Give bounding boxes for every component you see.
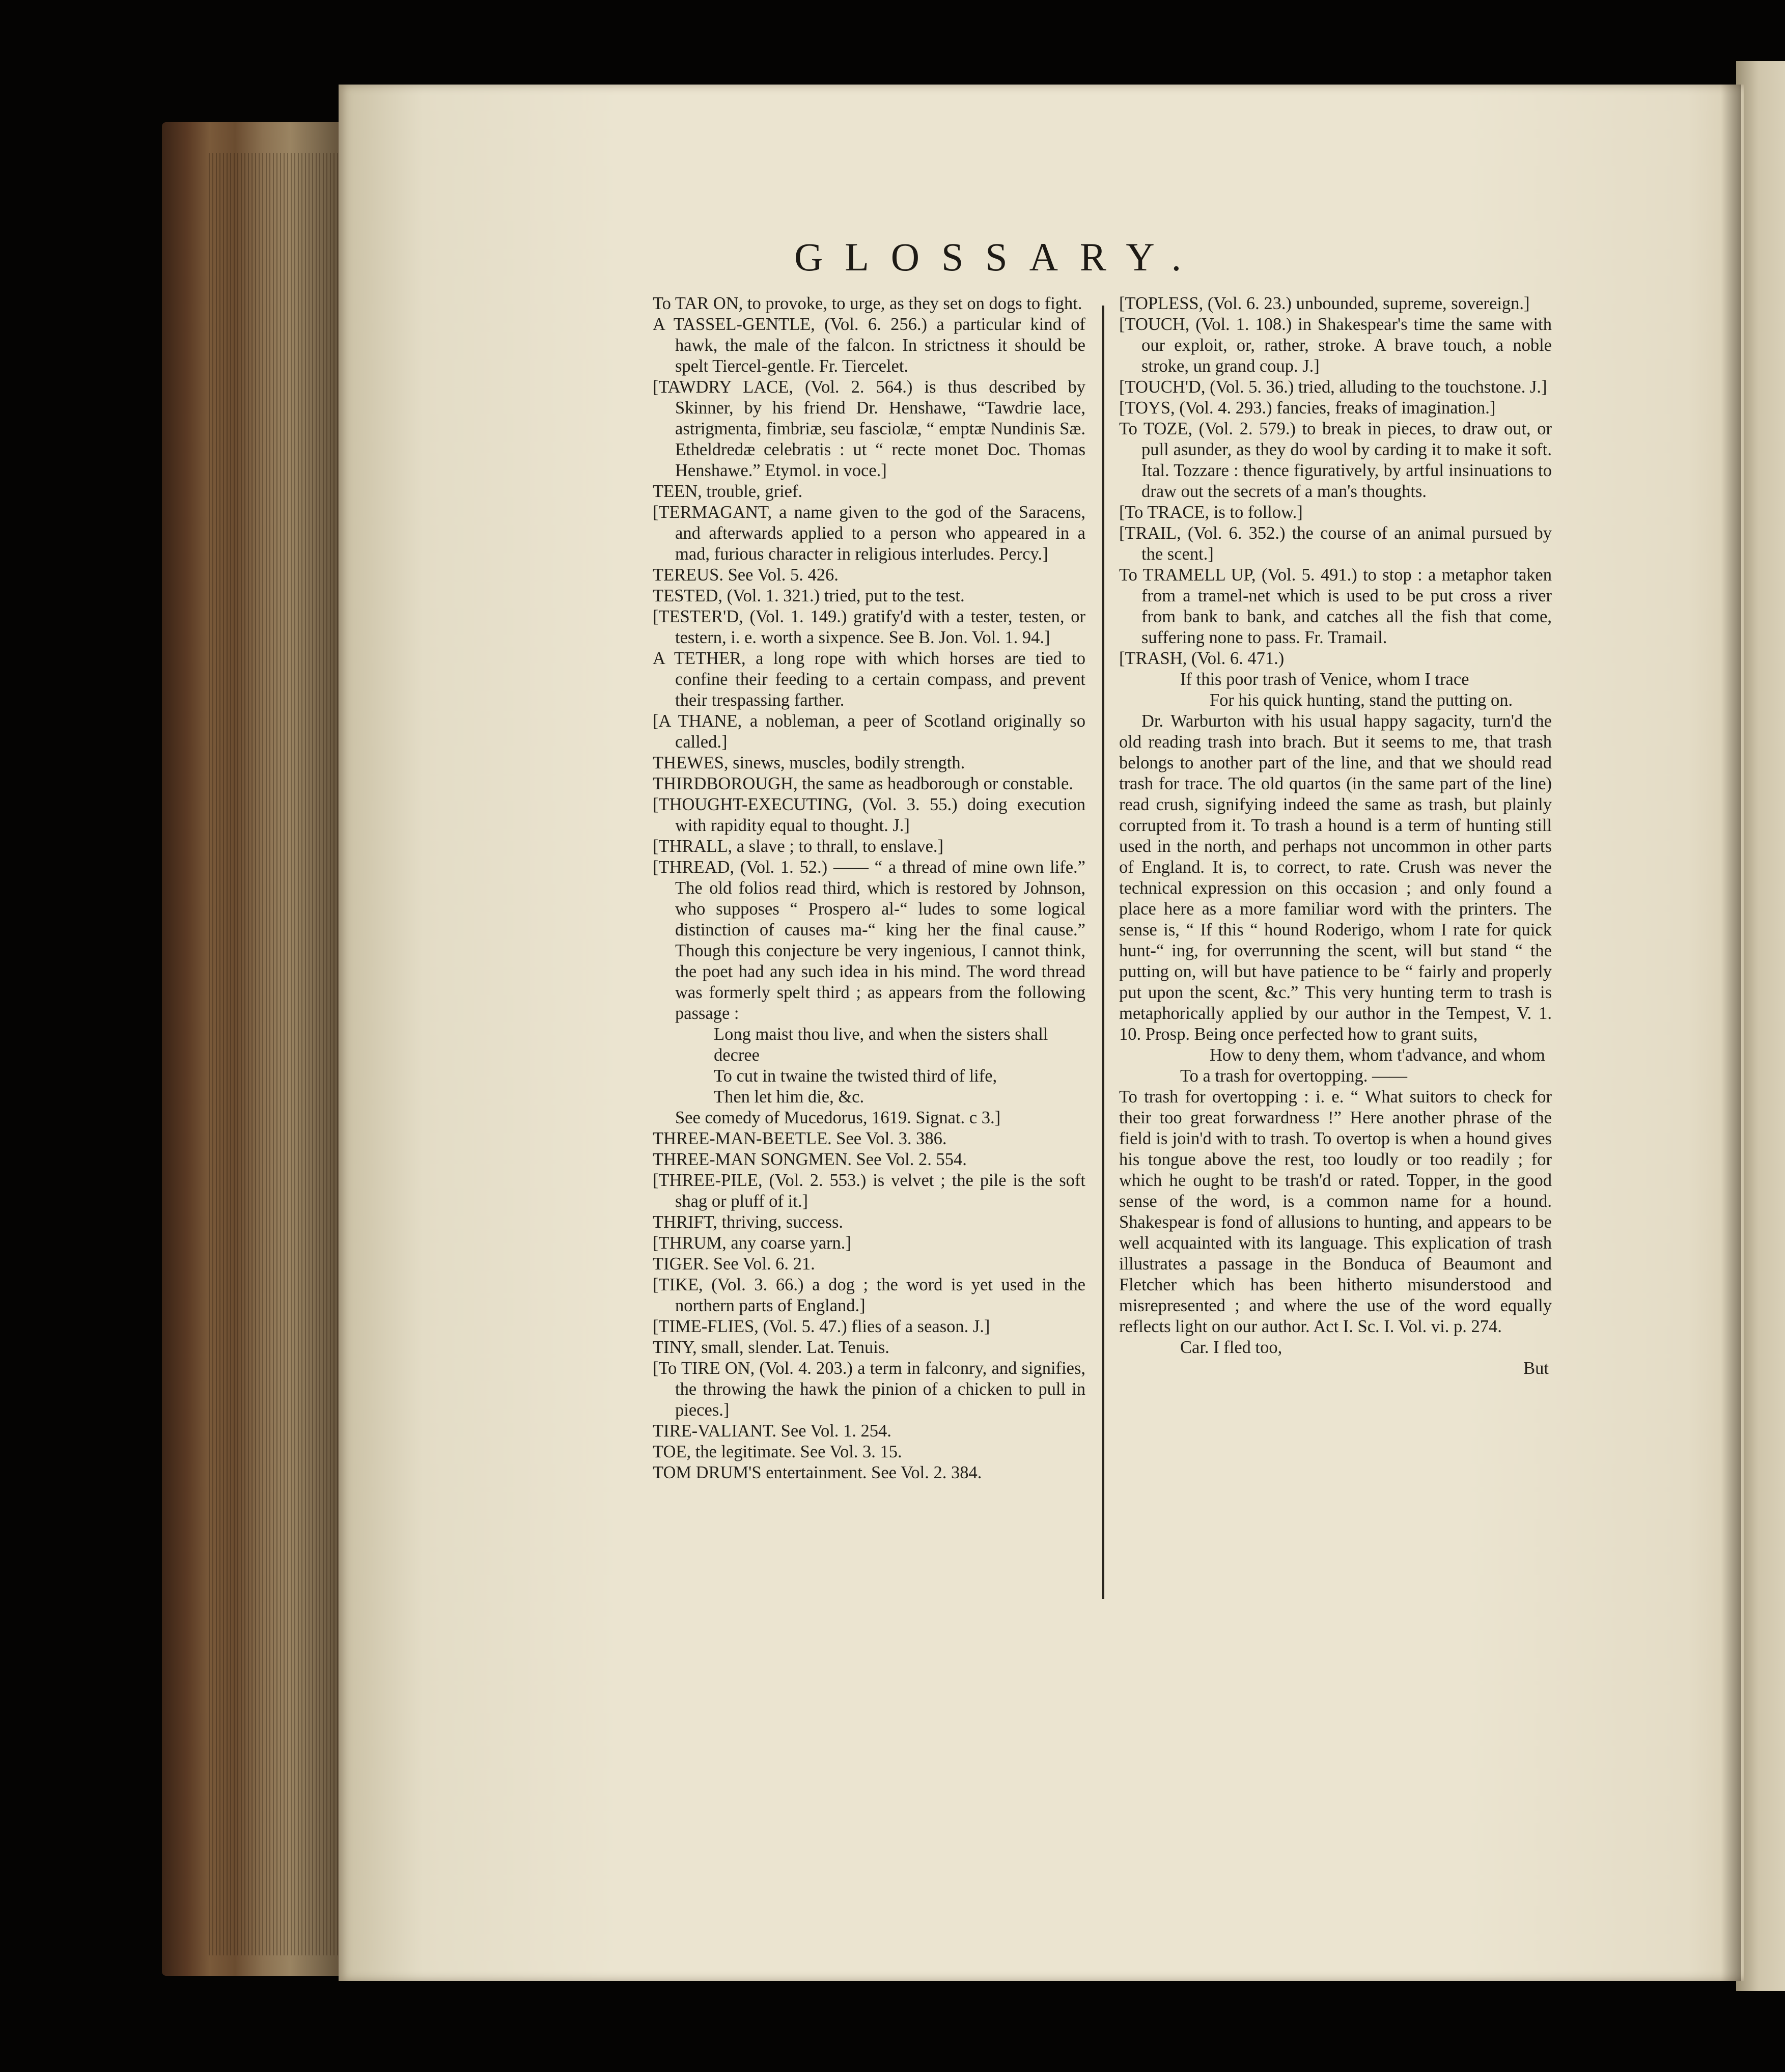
left-column [653,293,1085,1483]
glossary-entry: Then let him die, &c. [714,1087,864,1107]
glossary-entry: [A THANE, a nobleman, a peer of Scotland originally so called.] [653,711,1085,752]
glossary-entry: [THREE-PILE, (Vol. 2. 553.) is velvet ; the pile is the soft shag or pluff of it.] [653,1171,1085,1211]
glossary-entry: [TAWDRY LACE, (Vol. 2. 564.) is thus described by Skinner, by his friend Dr. Henshawe, “Tawdrie lace, astrigmenta, fimbriæ, seu fasciolæ, “ emptæ Nundinis Sæ. Etheldredæ celebratis : ut “ recte monet Doc. Thomas Henshawe.” Etymol. in voce.] [653,377,1085,480]
glossary-entry: [To TRACE, is to follow.] [1119,503,1303,522]
page-edge-texture [209,153,341,1955]
glossary-entry: TOE, the legitimate. See Vol. 3. 15. [653,1442,902,1461]
page-heading: GLOSSARY. [794,235,1203,279]
glossary-entry: TIGER. See Vol. 6. 21. [653,1254,815,1274]
glossary-entry: [TOYS, (Vol. 4. 293.) fancies, freaks of imagination.] [1119,398,1496,418]
glossary-entry: A TASSEL-GENTLE, (Vol. 6. 256.) a particular kind of hawk, the male of the falcon. In strictness it should be spelt Tiercel-gentle. Fr. Tiercelet. [653,315,1085,376]
glossary-entry: To TAR ON, to provoke, to urge, as they set on dogs to fight. [653,294,1082,313]
glossary-entry: [THRUM, any coarse yarn.] [653,1233,851,1253]
glossary-entry: See comedy of Mucedorus, 1619. Signat. c 3.] [675,1108,1001,1127]
glossary-entry: Dr. Warburton with his usual happy sagacity, turn'd the old reading trash into brach. But it seems to me, that trash belongs to another part of the line, and that we should read trash for trace. The old quartos (in the same part of the line) read crush, signifying indeed the same as trash, but plainly corrupted from it. To trash a hound is a term of hunting still used in the north, and perhaps not uncommon in other parts of England. It is, to correct, to rate. Crush was never the technical expression on this occasion ; and only found a place here as a more familiar word with the printers. The sense is, “ If this “ hound Roderigo, whom I rate for quick hunt-“ ing, for overrunning the scent, will but stand “ the putting on, will but have patience to be “ fairly and properly put upon the scent, &c.” This very hunting term to trash is metaphorically applied by our author in the Tempest, V. 1. 10. Prosp. Being once perfected how to grant suits, [1119,711,1552,1044]
glossary-entry: [TIKE, (Vol. 3. 66.) a dog ; the word is yet used in the northern parts of England.] [653,1275,1085,1315]
glossary-entry: To cut in twaine the twisted third of life, [714,1066,997,1086]
glossary-entry: TEREUS. See Vol. 5. 426. [653,565,839,585]
glossary-entry: Long maist thou live, and when the sisters shall decree [714,1025,1048,1065]
glossary-entry: THREE-MAN SONGMEN. See Vol. 2. 554. [653,1150,967,1169]
glossary-entry: TINY, small, slender. Lat. Tenuis. [653,1338,889,1357]
glossary-entry: TESTED, (Vol. 1. 321.) tried, put to the test. [653,586,965,605]
glossary-entry: To TOZE, (Vol. 2. 579.) to break in pieces, to draw out, or pull asunder, as they do wool by carding it to make it soft. Ital. Tozzare : thence figuratively, by artful insinuations to draw out the secrets of a man's thoughts. [1119,419,1552,501]
glossary-entry: To a trash for overtopping. —— [1180,1066,1407,1086]
glossary-entry: But [1523,1359,1549,1378]
glossary-entry: [TOUCH'D, (Vol. 5. 36.) tried, alluding to the touchstone. J.] [1119,377,1547,397]
glossary-entry: A TETHER, a long rope with which horses are tied to confine their feeding to a certain compass, and prevent their trespassing farther. [653,649,1085,710]
glossary-entry: [TRAIL, (Vol. 6. 352.) the course of an animal pursued by the scent.] [1119,523,1552,564]
glossary-entry: For his quick hunting, stand the putting on. [1210,690,1513,710]
right-column [1119,293,1552,1379]
glossary-entry: THEWES, sinews, muscles, bodily strength. [653,753,965,772]
gutter-shadow [1721,85,1741,1981]
glossary-entry: [TRASH, (Vol. 6. 471.) [1119,649,1285,668]
glossary-entry: [To TIRE ON, (Vol. 4. 203.) a term in falconry, and signifies, the throwing the hawk the pinion of a chicken to pull in pieces.] [653,1359,1085,1420]
glossary-entry: To trash for overtopping : i. e. “ What suitors to check for their too great forwardness !” Here another phrase of the field is join'd with to trash. To overtop is when a hound gives his tongue above the rest, too loudly or too readily ; for which he ought to be trash'd or rated. Topper, in the good sense of the word, is a common name for a hound. Shakespear is fond of allusions to hunting, and appears to be well acquainted with its language. This explication of trash illustrates a passage in the Bonduca of Beaumont and Fletcher which has been hitherto misunderstood and misrepresented ; and where the use of the word equally reflects light on our author. Act I. Sc. I. Vol. vi. p. 274. [1119,1087,1552,1336]
glossary-entry: [TIME-FLIES, (Vol. 5. 47.) flies of a season. J.] [653,1317,990,1336]
glossary-entry: To TRAMELL UP, (Vol. 5. 491.) to stop : a metaphor taken from a tramel-net which is used to be put cross a river from bank to bank, and catches all the fish that come, suffering none to pass. Fr. Tramail. [1119,565,1552,647]
glossary-entry: [TESTER'D, (Vol. 1. 149.) gratify'd with a tester, testen, or testern, i. e. worth a sixpence. See B. Jon. Vol. 1. 94.] [653,607,1085,647]
column-rule [1102,306,1104,1599]
glossary-entry: THIRDBOROUGH, the same as headborough or constable. [653,774,1073,793]
glossary-entry: THRIFT, thriving, success. [653,1212,844,1232]
glossary-entry: THREE-MAN-BEETLE. See Vol. 3. 386. [653,1129,947,1148]
glossary-entry: TIRE-VALIANT. See Vol. 1. 254. [653,1421,891,1441]
glossary-entry: [TOUCH, (Vol. 1. 108.) in Shakespear's time the same with our exploit, or, rather, stroke. A brave touch, a noble stroke, un grand coup. J.] [1119,315,1552,376]
glossary-entry: [TOPLESS, (Vol. 6. 23.) unbounded, supreme, sovereign.] [1119,294,1530,313]
glossary-entry: How to deny them, whom t'advance, and whom [1210,1045,1545,1065]
glossary-entry: TOM DRUM'S entertainment. See Vol. 2. 384. [653,1463,982,1482]
glossary-entry: Car. I fled too, [1180,1338,1282,1357]
glossary-entry: TEEN, trouble, grief. [653,482,803,501]
glossary-entry: If this poor trash of Venice, whom I trace [1180,670,1469,689]
glossary-entry: [THOUGHT-EXECUTING, (Vol. 3. 55.) doing execution with rapidity equal to thought. J.] [653,795,1085,835]
glossary-entry: [TERMAGANT, a name given to the god of the Saracens, and afterwards applied to a person who appeared in a mad, furious character in religious interludes. Percy.] [653,503,1085,564]
glossary-entry: [THREAD, (Vol. 1. 52.) —— “ a thread of mine own life.” The old folios read third, which is restored by Johnson, who supposes “ Prospero al-“ ludes to some logical distinction of causes ma-“ king her the final cause.” Though this conjecture be very ingenious, I cannot think, the poet had any such idea in his mind. The word thread was formerly spelt third ; as appears from the following passage : [653,858,1085,1023]
glossary-entry: [THRALL, a slave ; to thrall, to enslave.] [653,837,944,856]
